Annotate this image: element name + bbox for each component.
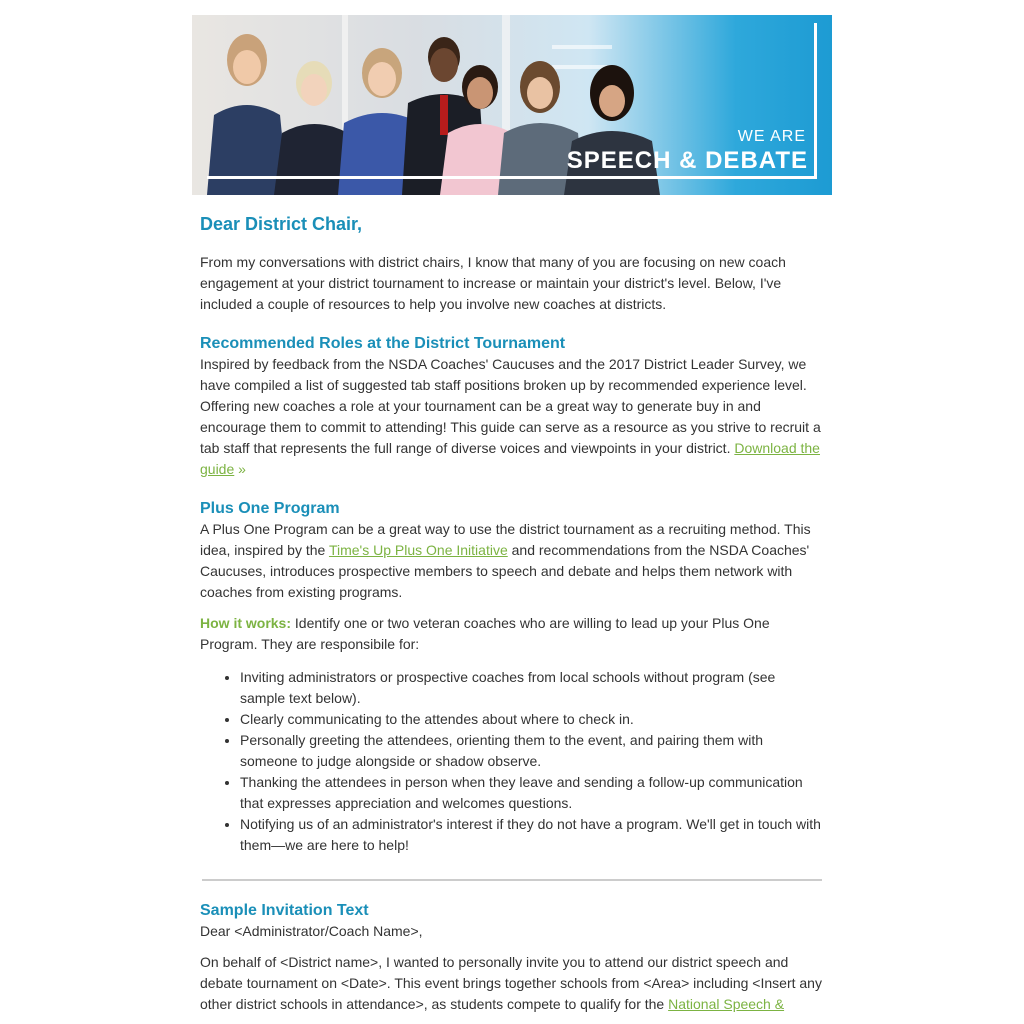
national-speech-link[interactable]: National Speech & <box>668 996 785 1012</box>
how-it-works-text: Identify one or two veteran coaches who are willing to lead up your Plus One Program. They are responsibile for: <box>200 615 770 652</box>
sample-heading: Sample Invitation Text <box>200 902 369 919</box>
plus-one-section <box>200 499 824 856</box>
roles-paragraph <box>200 354 824 480</box>
sample-section <box>200 901 824 1015</box>
email-content <box>192 213 832 1015</box>
roles-section <box>200 334 824 480</box>
section-divider <box>202 879 822 881</box>
banner-headline: SPEECH & DEBATE <box>566 147 808 174</box>
banner-we-are: WE ARE <box>737 128 806 145</box>
header-banner <box>192 15 832 195</box>
responsibilities-list <box>200 667 824 856</box>
roles-heading: Recommended Roles at the District Tournament <box>200 335 566 352</box>
download-guide-arrow[interactable]: » <box>234 461 246 477</box>
sample-paragraph <box>200 952 824 1015</box>
intro-paragraph: From my conversations with district chairs, I know that many of you are focusing on new coach engagement at your district tournament to increase or maintain your district's level. Below, I've included a couple of resources to help you involve new coaches at districts. <box>200 254 786 312</box>
plus-one-body-end: and recommendations from the NSDA Coaches' Caucuses, introduces prospective members to speech and debate and helps them network with coaches from existing programs. <box>200 542 810 600</box>
email-body <box>192 15 832 1015</box>
greeting-heading: Dear District Chair, <box>200 214 363 234</box>
plus-one-heading: Plus One Program <box>200 500 340 517</box>
list-item: • Notifying us of an administrator's interest if they do not have a program. We'll get in touch with them—we are here to help! <box>240 814 824 856</box>
sample-salutation: Dear <Administrator/Coach Name>, <box>200 923 423 939</box>
list-item: • Thanking the attendees in person when they leave and sending a follow-up communication that expresses appreciation and welcomes questions. <box>240 772 824 814</box>
list-item: • Personally greeting the attendees, orienting them to the event, and pairing them with someone to judge alongside or shadow observe. <box>240 730 824 772</box>
how-it-works-paragraph <box>200 613 824 655</box>
how-it-works-label: How it works: <box>200 615 292 631</box>
download-guide-link[interactable]: Download the guide <box>200 440 820 477</box>
list-item: • Clearly communicating to the attendes about where to check in. <box>240 709 824 730</box>
list-item: • Inviting administrators or prospective coaches from local schools without program (see sample text below). <box>240 667 824 709</box>
times-up-link[interactable]: Time's Up Plus One Initiative <box>328 542 508 558</box>
plus-one-paragraph <box>200 519 824 603</box>
sample-body: On behalf of <District name>, I wanted to personally invite you to attend our district speech and debate tournament on <Date>. This event brings together schools from <Area> including <Insert any other district schools in attendance>, as students compete to qualify for the <box>200 954 822 1012</box>
plus-one-body-start: A Plus One Program can be a great way to use the district tournament as a recruiting method. This idea, inspired by the <box>200 521 811 558</box>
roles-body: Inspired by feedback from the NSDA Coaches' Caucuses and the 2017 District Leader Survey, we have compiled a list of suggested tab staff positions broken up by recommended experience level. Offering new coaches a role at your tournament can be a great way to generate buy in and encourage them to commit to attending! This guide can serve as a resource as you strive to recruit a tab staff that represents the full range of diverse voices and viewpoints in your district. <box>200 356 821 456</box>
